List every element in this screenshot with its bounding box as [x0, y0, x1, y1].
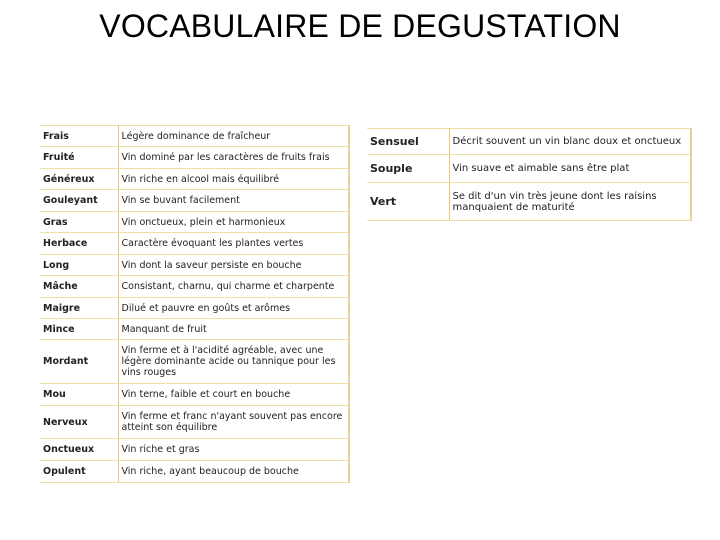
definition-cell: Vin suave et aimable sans être plat	[449, 155, 691, 183]
definition-cell: Vin ferme et à l'acidité agréable, avec une légère dominante acide ou tannique pour les vins rouges	[118, 340, 349, 384]
definition-cell: Vin onctueux, plein et harmonieux	[118, 212, 349, 233]
definition-cell: Manquant de fruit	[118, 319, 349, 340]
term-cell: Maigre	[40, 298, 118, 319]
table-row	[367, 155, 691, 183]
term-cell: Onctueux	[40, 439, 118, 461]
table-row	[40, 190, 349, 212]
table-row	[40, 439, 349, 461]
term-cell: Généreux	[40, 169, 118, 190]
table-row	[40, 255, 349, 276]
definition-cell: Vin riche et gras	[118, 439, 349, 461]
definition-cell: Légère dominance de fraîcheur	[118, 126, 349, 147]
definition-cell: Vin se buvant facilement	[118, 190, 349, 212]
table-row	[40, 147, 349, 169]
table-row	[40, 319, 349, 340]
definition-cell: Vin terne, faible et court en bouche	[118, 384, 349, 406]
slide-title: VOCABULAIRE DE DEGUSTATION	[99, 8, 621, 44]
term-cell: Mordant	[40, 340, 118, 384]
term-cell: Mou	[40, 384, 118, 406]
term-cell: Mince	[40, 319, 118, 340]
table-row	[367, 183, 691, 221]
glossary-table-left	[40, 125, 350, 483]
table-row	[40, 276, 349, 298]
table-row	[40, 384, 349, 406]
term-cell: Gras	[40, 212, 118, 233]
term-cell: Herbace	[40, 233, 118, 255]
definition-cell: Consistant, charnu, qui charme et charpente	[118, 276, 349, 298]
table-row	[40, 212, 349, 233]
term-cell: Vert	[367, 183, 449, 221]
term-cell: Mâche	[40, 276, 118, 298]
definition-cell: Vin dont la saveur persiste en bouche	[118, 255, 349, 276]
table-row	[40, 233, 349, 255]
definition-cell: Vin ferme et franc n'ayant souvent pas encore atteint son équilibre	[118, 406, 349, 439]
definition-cell: Décrit souvent un vin blanc doux et onctueux	[449, 129, 691, 155]
term-cell: Fruité	[40, 147, 118, 169]
definition-cell: Vin riche en alcool mais équilibré	[118, 169, 349, 190]
term-cell: Nerveux	[40, 406, 118, 439]
table-row	[40, 340, 349, 384]
glossary-table-right	[367, 128, 692, 221]
term-cell: Frais	[40, 126, 118, 147]
table-row	[367, 129, 691, 155]
table-row	[40, 169, 349, 190]
table-row	[40, 461, 349, 483]
term-cell: Souple	[367, 155, 449, 183]
table-row	[40, 298, 349, 319]
table-row	[40, 126, 349, 147]
term-cell: Opulent	[40, 461, 118, 483]
definition-cell: Caractère évoquant les plantes vertes	[118, 233, 349, 255]
definition-cell: Vin dominé par les caractères de fruits frais	[118, 147, 349, 169]
term-cell: Gouleyant	[40, 190, 118, 212]
term-cell: Long	[40, 255, 118, 276]
definition-cell: Se dit d'un vin très jeune dont les raisins manquaient de maturité	[449, 183, 691, 221]
definition-cell: Dilué et pauvre en goûts et arômes	[118, 298, 349, 319]
term-cell: Sensuel	[367, 129, 449, 155]
definition-cell: Vin riche, ayant beaucoup de bouche	[118, 461, 349, 483]
table-row	[40, 406, 349, 439]
